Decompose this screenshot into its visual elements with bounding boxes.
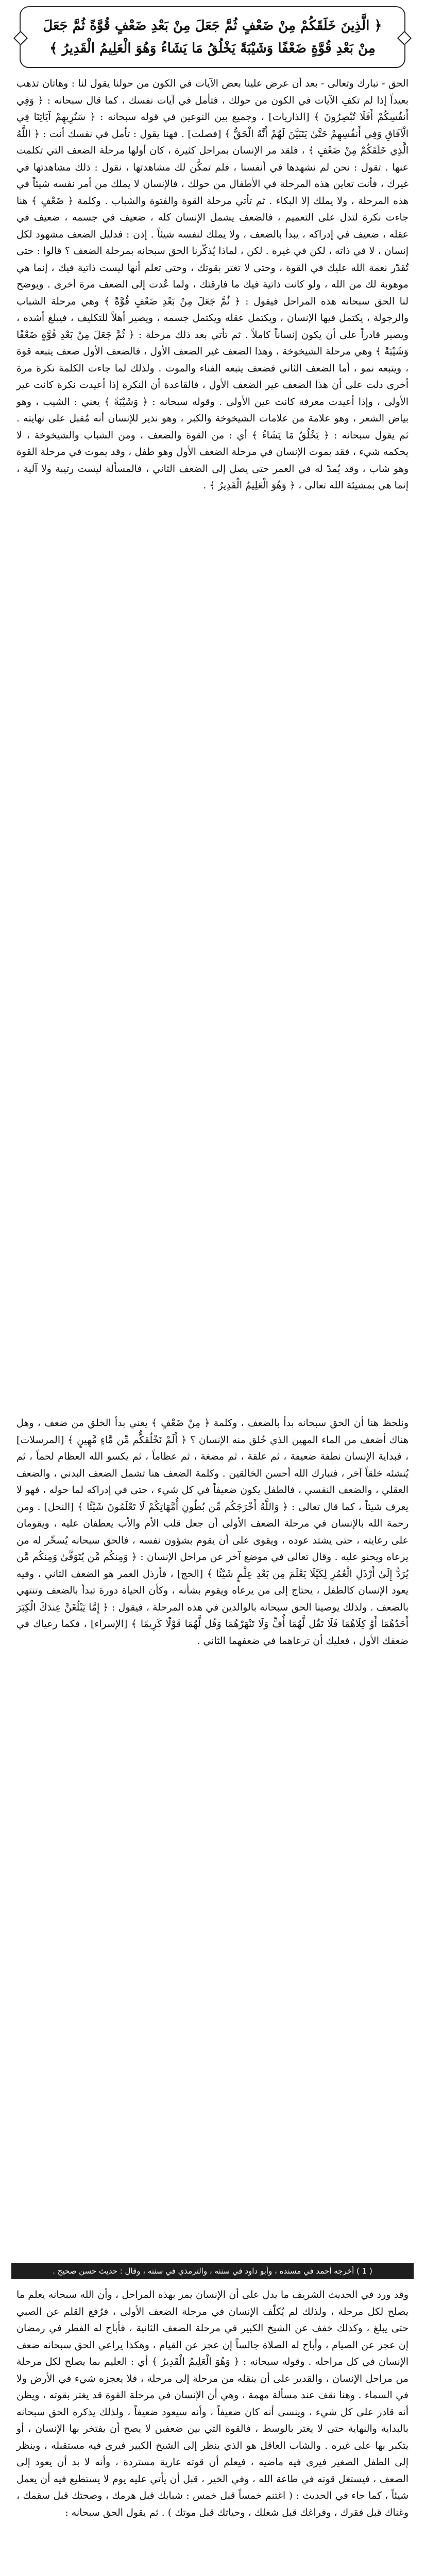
footnote-banner: ( 1 ) أخرجه أحمد في مسنده ، وأبو داود في سننه ، والترمذي في سننه ، وقال : حديث حسن صحيح . [11,2263,414,2279]
commentary-block-3 [16,2286,409,2576]
header-verse: ﴿ الَّذِينَ خَلَقَكُمْ مِنْ ضَعْفٍ ثُمَّ جَعَلَ مِنْ بَعْدِ ضَعْفٍ قُوَّةً ثُمَّ جَعَلَ مِنْ بَعْدِ قُوَّةٍ ضَعْفًا وَشَيْبَةً يَخْلُقُ مَا يَشَاءُ وَهُوَ الْعَلِيمُ الْقَدِيرُ ﴾ [43,18,382,56]
commentary-block-2 [16,1415,409,2260]
commentary-section-2: ونلحظ هنا أن الحق سبحانه بدأ بالضعف ، وكلمة ﴿ مِنْ ضَعْفٍ ﴾ يعني بدأ الخلق من ضعف ، وهل هناك أضعف من الماء المهين الذي خُلق منه الإنسان ؟ ﴿ أَلَمْ نَخْلُقكُّم مِّن مَّاءٍ مَّهِينٍ ﴾ [المرسلات] ، فبداية الإنسان نطفة ضعيفة ، ثم علقة ، ثم مضغة ، ثم عظاماً ، ثم يكسو الله العظام لحماً ، ثم يُنشئه خلقاً آخر ، فتبارك الله أحسن الخالقين . وكلمة الضعف هنا تشمل الضعف البدني ، والضعف العقلي ، والضعف النفسي ، فالطفل يكون ضعيفاً في كل شيء ، حتى في إدراكه لما حوله ، فهو لا يعرف شيئاً ، كما قال تعالى : ﴿ وَاللَّهُ أَخْرَجَكُم مِّن بُطُونِ أُمَّهَاتِكُمْ لَا تَعْلَمُونَ شَيْئًا ﴾ [النحل] . ومن رحمة الله بالإنسان في مرحلة الضعف الأولى أن جعل قلب الأم والأب يعطفان عليه ، ويقومان على رعايته ، حتى يشتد عوده ، ويقوى على أن يقوم بشؤون نفسه ، فالحق سبحانه يُسخّر له من يرعاه ويحنو عليه . وقال تعالى في موضع آخر عن مراحل الإنسان : ﴿ وَمِنكُم مَّن يُتَوَفَّىٰ وَمِنكُم مَّن يُرَدُّ إِلَىٰ أَرْذَلِ الْعُمُرِ لِكَيْلَا يَعْلَمَ مِن بَعْدِ عِلْمٍ شَيْئًا ﴾ [الحج] ، فأرذل العمر هو الضعف الثاني ، وفيه يعود الإنسان كالطفل ، يحتاج إلى من يرعاه ويقوم بشأنه ، وكأن الحياة دورة تبدأ بالضعف وتنتهي بالضعف . ولذلك يوصينا الحق سبحانه بالوالدين في هذه المرحلة ، فيقول : ﴿ إِمَّا يَبْلُغَنَّ عِندَكَ الْكِبَرَ أَحَدُهُمَا أَوْ كِلَاهُمَا فَلَا تَقُل لَّهُمَا أُفٍّ وَلَا تَنْهَرْهُمَا وَقُل لَّهُمَا قَوْلًا كَرِيمًا ﴾ [الإسراء] ، فكما رعياك في ضعفك الأول ، فعليك أن ترعاهما في ضعفهما الثاني . [16,1417,409,1647]
commentary-section-1: الحق - تبارك وتعالى - بعد أن عرض علينا بعض الآيات في الكون من حولنا يقول لنا : وهاتان تذهب بعيداً إذا لم تكفِ الآيات في الكون من حولك ، فتأمل في آيات نفسك ، كما قال سبحانه : ﴿ وَفِي أَنفُسِكُمْ أَفَلَا تُبْصِرُونَ ﴾ [الذاريات] ، وجميع بين النوعين في قوله سبحانه : ﴿ سَنُرِيهِمْ آيَاتِنَا فِي الْآفَاقِ وَفِي أَنفُسِهِمْ حَتَّىٰ يَتَبَيَّنَ لَهُمْ أَنَّهُ الْحَقُّ ﴾ [فصلت] . فهنا يقول : تأمل في نفسك أنت : ﴿ اللَّهُ الَّذِي خَلَقَكُمْ مِنْ ضَعْفٍ ﴾ ، فلقد مر الإنسان بمراحل كثيرة ، كان أولها مرحلة الضعف التي تكلمت عنها . تقول : نحن لم نشهدها في أنفسنا ، فلم تمكَّن لك مشاهدتها ، نقول : ذلك مشاهدتها في غيرك ، فأنت تعاين هذه المرحلة في الأطفال من حولك ، فالإنسان لا يملك من أمر نفسه شيئاً في هذه المرحلة ، ولا يملك إلا البكاء . ثم تأتي مرحلة القوة والفتوة والشباب . وكلمة ﴿ ضَعْفٍ ﴾ هنا جاءت نكرة لتدل على التعميم ، فالضعف يشمل الإنسان كله ، ضعيف في جسمه ، ضعيف في عقله ، ضعيف في إدراكه ، يبدأ بالضعف ، ولا يملك لنفسه شيئاً . إذن : فدليل الضعف مشهود لكل إنسان ، لا في ذاته ، لكن في غيره . لكن ، لماذا يُذكّرنا الحق سبحانه بمرحلة الضعف ؟ قالوا : حتى تُقدّر نعمة الله عليك في القوة ، وحتى لا تغتر بقوتك ، وحتى تعلم أنها ليست ذاتية فيك ، إنما هي موهوبة لك من الله ، ولو كانت ذاتية فيك ما فارقتك ، ولما عُدت إلى الضعف مرة أخرى . ويوضح لنا الحق سبحانه هذه المراحل فيقول : ﴿ ثُمَّ جَعَلَ مِنْ بَعْدِ ضَعْفٍ قُوَّةً ﴾ وهي مرحلة الشباب والرجولة ، يكتمل فيها الإنسان ، ويكتمل عقله ويكتمل جسمه ، ويصير أهلاً للتكليف ، فيبلغ أشده ، ويصير قادراً على أن يكون إنساناً كاملاً . ثم تأتي بعد ذلك مرحلة : ﴿ ثُمَّ جَعَلَ مِنْ بَعْدِ قُوَّةٍ ضَعْفًا وَشَيْبَةً ﴾ وهي مرحلة الشيخوخة ، وهذا الضعف غير الضعف الأول ، فالضعف الأول ضعف يتبعه قوة ، ويتبعه نمو ، أما الضعف الثاني فضعف يتبعه الفناء والموت . ولذلك لما جاءت الكلمة نكرة مرة أخرى دلت على أن هذا الضعف غير الضعف الأول ، فالقاعدة أن النكرة إذا أعيدت نكرة كانت غير الأولى ، وإذا أعيدت معرفة كانت عين الأولى . وقوله سبحانه : ﴿ وَشَيْبَةً ﴾ يعني : الشيب ، وهو بياض الشعر ، وهو علامة من علامات الشيخوخة والكبر ، وهو نذير للإنسان أنه مُقبل على نهايته . ثم يقول سبحانه : ﴿ يَخْلُقُ مَا يَشَاءُ ﴾ أي : من القوة والضعف ، ومن الشباب والشيخوخة ، لا يحكمه شيء ، فقد يموت الإنسان في مرحلة الضعف الأول وهو طفل ، وقد يموت في مرحلة القوة وهو شاب ، وقد يُمدّ له في العمر حتى يصل إلى الضعف الثاني ، فالمسألة ليست رتيبة ولا آلية ، إنما هي بمشيئة الله تعالى ، ﴿ وَهُوَ الْعَلِيمُ الْقَدِيرُ ﴾ . [16,78,409,491]
verse-frame [20,6,405,68]
commentary-block-1 [16,75,409,1415]
commentary-section-3: وقد ورد في الحديث الشريف ما يدل على أن الإنسان يمر بهذه المراحل ، وأن الله سبحانه يعلم ما يصلح لكل مرحلة ، ولذلك لم يُكلّف الإنسان في مرحلة الضعف الأولى ، فرُفع القلم عن الصبي حتى يبلغ ، وكذلك خفف عن الشيخ الكبير في مرحلة الضعف الثانية ، فأباح له الفطر في رمضان إن عجز عن الصيام ، وأباح له الصلاة جالساً إن عجز عن القيام ، وهكذا يراعي الحق سبحانه ضعف الإنسان في كل مراحله . وقوله سبحانه : ﴿ وَهُوَ الْعَلِيمُ الْقَدِيرُ ﴾ أي : العليم بما يصلح لكل مرحلة من مراحل الإنسان ، والقدير على أن ينقله من مرحلة إلى مرحلة ، فلا يعجزه شيء في الأرض ولا في السماء . وهنا نقف عند مسألة مهمة ، وهي أن الإنسان في مرحلة القوة قد يغتر بقوته ، ويظن أنه قادر على كل شيء ، وينسى أنه كان ضعيفاً ، وأنه سيعود ضعيفاً ، ولذلك يذكره الحق سبحانه بالبداية والنهاية حتى لا يغتر بالوسط ، فالقوة التي بين ضعفين لا يصح أن يفتخر بها الإنسان ، أو يتكبر بها على غيره . والشاب العاقل هو الذي ينظر إلى الشيخ الكبير فيرى فيه مستقبله ، وينظر إلى الطفل الصغير فيرى فيه ماضيه ، فيعلم أن قوته عارية مستردة ، وأنه لا بد أن يعود إلى الضعف ، فيستغل قوته في طاعة الله ، وفي الخير ، قبل أن يأتي عليه يوم لا يستطيع فيه أن يعمل شيئاً ، كما جاء في الحديث : ( اغتنم خمساً قبل خمس : شبابك قبل هرمك ، وصحتك قبل سقمك ، وغناك قبل فقرك ، وفراغك قبل شغلك ، وحياتك قبل موتك ) . ثم يقول الحق سبحانه : [16,2289,409,2518]
